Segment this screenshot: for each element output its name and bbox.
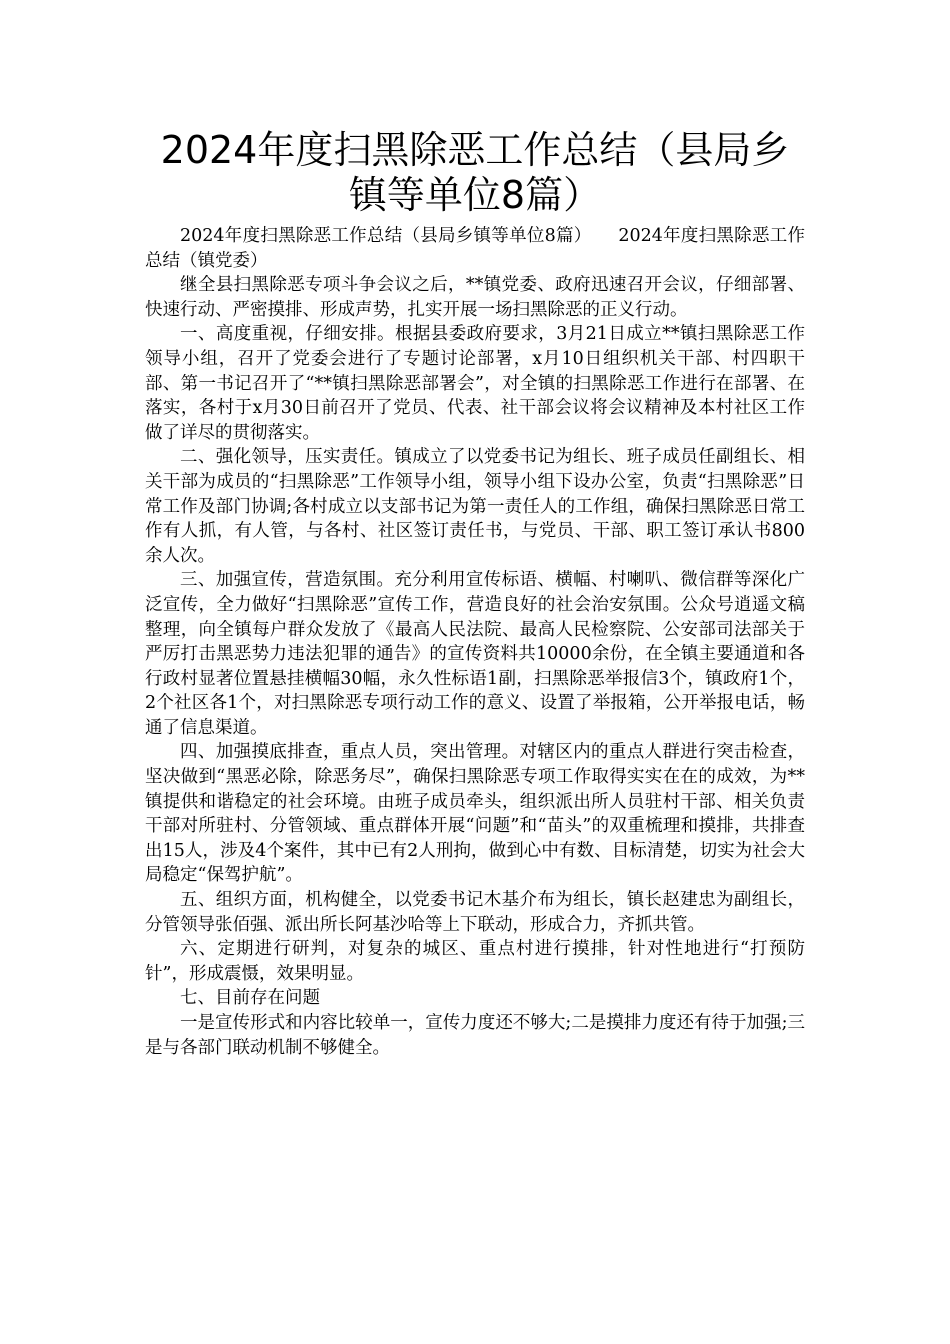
paragraph-intro: 继全县扫黑除恶专项斗争会议之后，**镇党委、政府迅速召开会议，仔细部署、快速行动、严密摸排、形成声势，扎实开展一场扫黑除恶的正义行动。: [145, 275, 805, 320]
paragraph-section-5: 五、组织方面，机构健全，以党委书记木基介布为组长，镇长赵建忠为副组长，分管领导张佰强、派出所长阿基沙哈等上下联动，形成合力，齐抓共管。: [145, 890, 805, 935]
paragraph-section-4: 四、加强摸底排查，重点人员，突出管理。对辖区内的重点人群进行突击检查，坚决做到“黑恶必除，除恶务尽”，确保扫黑除恶专项工作取得实实在在的成效，为**镇提供和谐稳定的社会环境。由班子成员牵头，组织派出所人员驻村干部、相关负责干部对所驻村、分管领域、重点群体开展“问题”和“苗头”的双重梳理和摸排，共排查出15人，涉及4个案件，其中已有2人刑拘，做到心中有数、目标清楚，切实为社会大局稳定“保驾护航”。: [145, 742, 805, 886]
paragraph-subtitle: 2024年度扫黑除恶工作总结（县局乡镇等单位8篇） 2024年度扫黑除恶工作总结（镇党委）: [145, 226, 805, 271]
paragraph-problems: 一是宣传形式和内容比较单一，宣传力度还不够大;二是摸排力度还有待于加强;三是与各部门联动机制不够健全。: [145, 1013, 805, 1058]
paragraph-section-1: 一、高度重视，仔细安排。根据县委政府要求，3月21日成立**镇扫黑除恶工作领导小组，召开了党委会进行了专题讨论部署，x月10日组织机关干部、村四职干部、第一书记召开了“**镇扫黑除恶部署会”，对全镇的扫黑除恶工作进行在部署、在落实，各村于x月30日前召开了党员、代表、社干部会议将会议精神及本村社区工作做了详尽的贯彻落实。: [145, 324, 805, 443]
paragraph-section-2: 二、强化领导，压实责任。镇成立了以党委书记为组长、班子成员任副组长、相关干部为成员的“扫黑除恶”工作领导小组，领导小组下设办公室，负责“扫黑除恶”日常工作及部门协调;各村成立以支部书记为第一责任人的工作组，确保扫黑除恶日常工作有人抓，有人管，与各村、社区签订责任书，与党员、干部、职工签订承认书800余人次。: [145, 447, 805, 566]
paragraph-section-7-heading: 七、目前存在问题: [180, 988, 320, 1009]
document-title: 2024年度扫黑除恶工作总结（县局乡镇等单位8篇）: [160, 128, 790, 217]
paragraph-section-6: 六、定期进行研判，对复杂的城区、重点村进行摸排，针对性地进行“打预防针”，形成震慑，效果明显。: [145, 939, 805, 984]
document-page: [145, 128, 805, 1060]
paragraph-section-3: 三、加强宣传，营造氛围。充分利用宣传标语、横幅、村喇叭、微信群等深化广泛宣传，全力做好“扫黑除恶”宣传工作，营造良好的社会治安氛围。公众号逍遥文稿整理，向全镇每户群众发放了《最高人民法院、最高人民检察院、公安部司法部关于严厉打击黑恶势力违法犯罪的通告》的宣传资料共10000余份，在全镇主要通道和各行政村显著位置悬挂横幅30幅，永久性标语1副，扫黑除恶举报信3个，镇政府1个，2个社区各1个，对扫黑除恶专项行动工作的意义、设置了举报箱，公开举报电话，畅通了信息渠道。: [145, 570, 805, 738]
document-body: [145, 224, 805, 1060]
